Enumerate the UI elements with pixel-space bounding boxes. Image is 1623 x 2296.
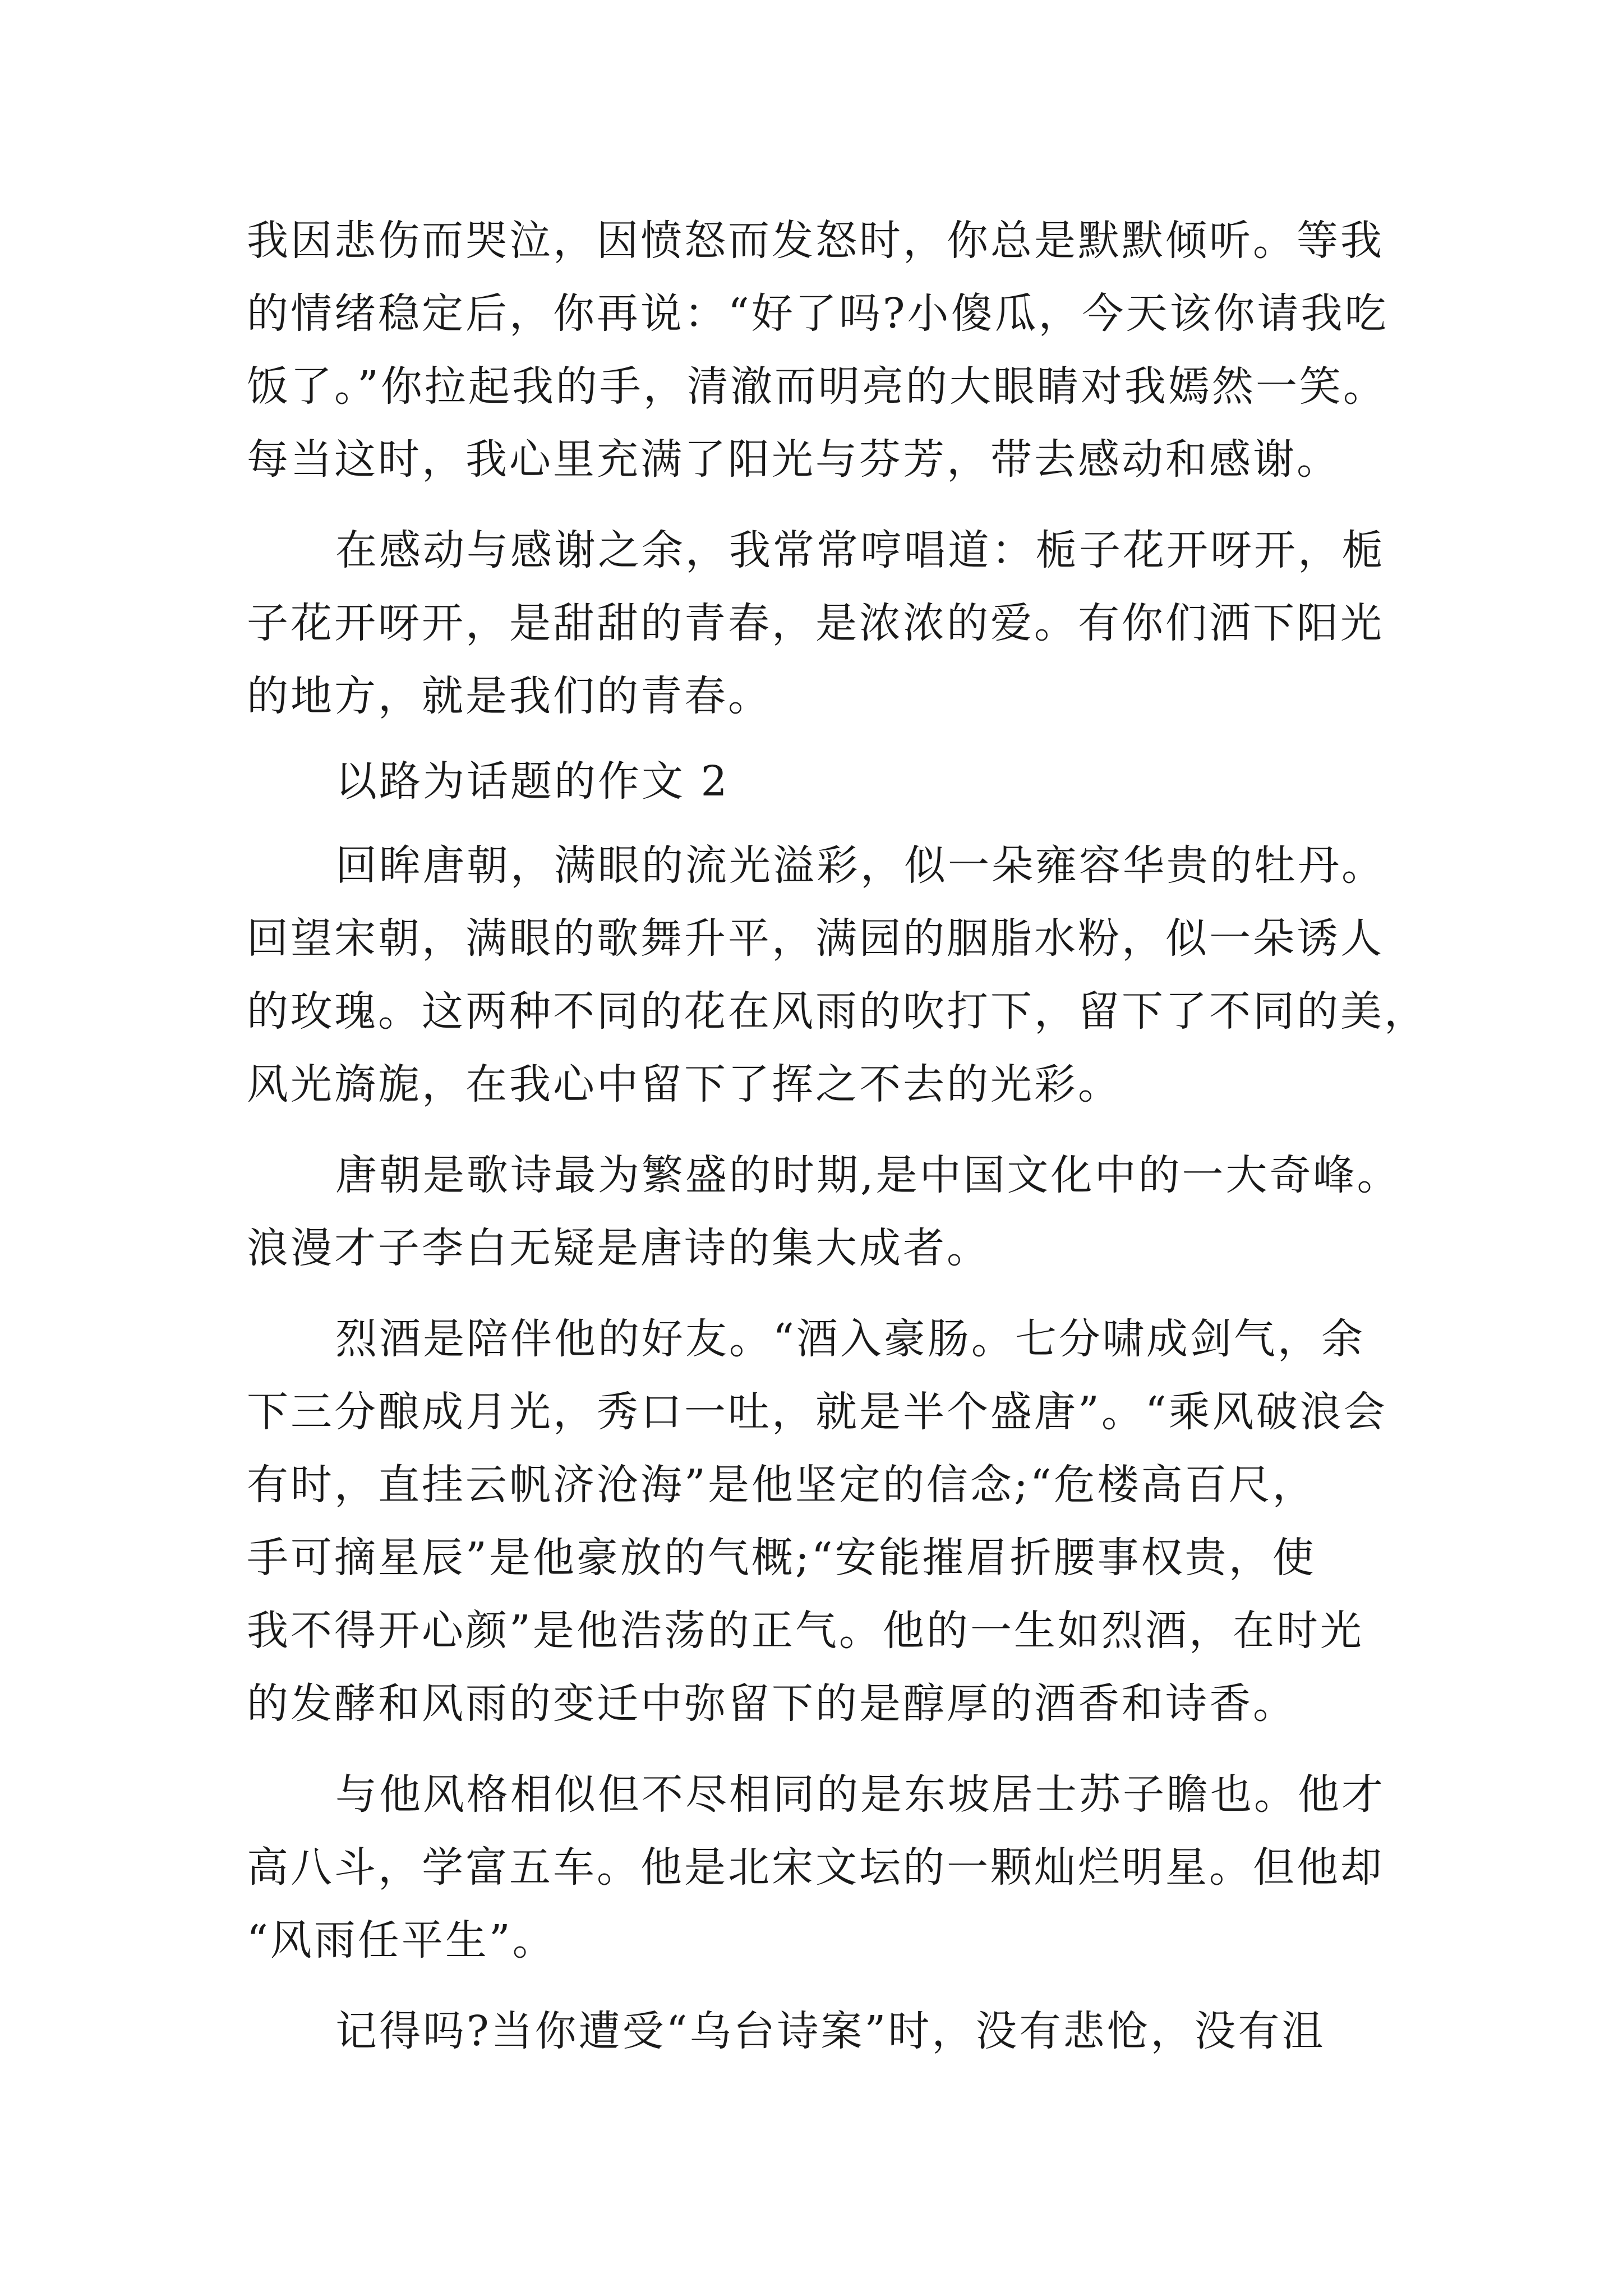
text-line: 的玫瑰。这两种不同的花在风雨的吹打下，留下了不同的美， — [247, 987, 1428, 1036]
text-line: 的情绪稳定后，你再说：“好了吗?小傻瓜，今天该你请我吃 — [247, 289, 1389, 338]
text-line: 与他风格相似但不尽相同的是东坡居士苏子瞻也。他才 — [335, 1770, 1385, 1819]
text-line: 高八斗，学富五车。他是北宋文坛的一颗灿烂明星。但他却 — [247, 1843, 1384, 1892]
text-line: 烈酒是陪伴他的好友。“酒入豪肠。七分啸成剑气，余 — [335, 1315, 1365, 1363]
text-line: 回眸唐朝，满眼的流光溢彩，似一朵雍容华贵的牡丹。 — [335, 841, 1385, 890]
text-line: 风光旖旎，在我心中留下了挥之不去的光彩。 — [247, 1060, 1122, 1108]
text-line: 手可摘星辰”是他豪放的气概;“安能摧眉折腰事权贵，使 — [247, 1534, 1316, 1582]
text-line: 有时，直挂云帆济沧海”是他坚定的信念;“危楼高百尺， — [247, 1461, 1316, 1509]
text-line: 下三分酿成月光，秀口一吐，就是半个盛唐”。“乘风破浪会 — [247, 1388, 1387, 1436]
text-line: 的地方，就是我们的青春。 — [247, 672, 772, 720]
text-line: 我因悲伤而哭泣，因愤怒而发怒时，你总是默默倾听。等我 — [247, 217, 1384, 265]
text-line: 记得吗?当你遭受“乌台诗案”时，没有悲怆，没有沮 — [335, 2007, 1326, 2055]
text-line: 我不得开心颜”是他浩荡的正气。他的一生如烈酒，在时光 — [247, 1607, 1364, 1655]
text-line: 回望宋朝，满眼的歌舞升平，满园的胭脂水粉，似一朵诱人 — [247, 914, 1384, 963]
text-line: 的发酵和风雨的变迁中弥留下的是醇厚的酒香和诗香。 — [247, 1680, 1297, 1728]
text-line: “风雨任平生”。 — [247, 1916, 556, 1964]
text-line: 每当这时，我心里充满了阳光与芬芳，带去感动和感谢。 — [247, 435, 1340, 484]
text-line: 浪漫才子李白无疑是唐诗的集大成者。 — [247, 1224, 990, 1272]
text-line: 在感动与感谢之余，我常常哼唱道：栀子花开呀开，栀 — [335, 526, 1385, 574]
text-line: 唐朝是歌诗最为繁盛的时期,是中国文化中的一大奇峰。 — [335, 1151, 1401, 1199]
text-line: 子花开呀开，是甜甜的青春，是浓浓的爱。有你们洒下阳光 — [247, 599, 1384, 647]
text-line: 饭了。”你拉起我的手，清澈而明亮的大眼睛对我嫣然一笑。 — [247, 362, 1387, 411]
section-heading: 以路为话题的作文 2 — [335, 757, 730, 806]
